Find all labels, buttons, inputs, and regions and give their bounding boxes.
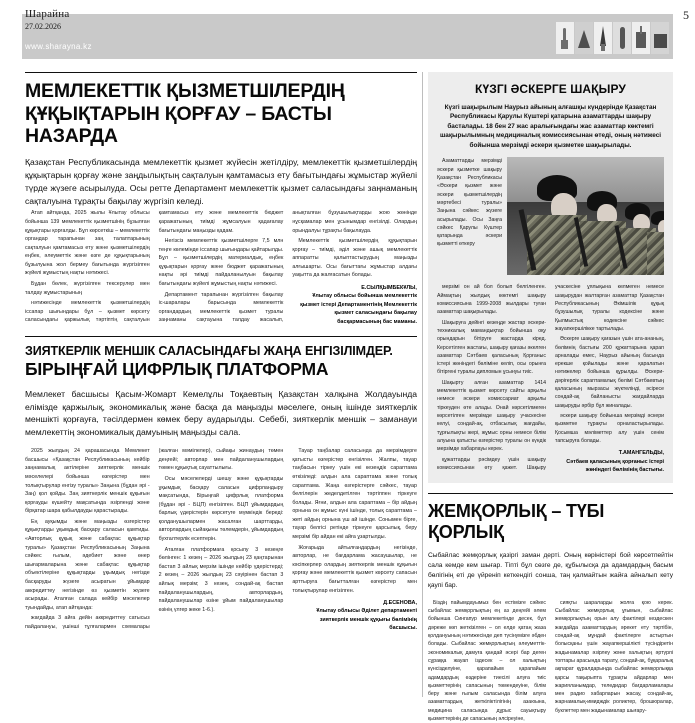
article-1-lead-wrap (25, 156, 417, 210)
thumbnail-image-6 (651, 22, 669, 54)
article-4-lead: Сыбайлас жемқорлық қазіргі заман дерті. Оның көріністері бой көрсетпейтін сала кемде кем шығар. Тіпті бұл сөзге де, құбылысқа да адамдардың басым бөлігінің еті де үйреніп кеткендігі сонша, таң қалмайтын жайға айналып кету қаупі бар. (428, 552, 673, 589)
article-gov-servants (25, 72, 417, 326)
article-2-byline (292, 599, 417, 633)
thumbnail-image-5 (632, 22, 650, 54)
soldier-uniform (647, 232, 664, 275)
article-1-byline-name: Е.СЫЛҚЫМБЕКҰЛЫ, (361, 285, 417, 292)
article-4-paragraph: сияқты шараларды жолға қою керек. Сыбайлас жемқорлық ұғымын, сыбайлас жемқорлықтың орын алу фактілері кездескен жағдайда азаматтардың әрекет ету тәртібін, сондай-ақ мұндай фактілерге астыртын болысқаны үшін жауапкершілікті түсіндіретін жадынамалар әзірлеу және халықтың әртүрлі топтары арасында тарату, сондай-ақ, бұқаралық ақпарат құралдарында сыбайлас жемқорлыққа қарсы тақырыпта тұрақты айдарлар мен жарияланымдар, теледидар бағдарламалары мен радио хабарларын жасау, сондай-ақ, жарнамалық-имидждік роликтер, брошюралар, буклеттер мен жадынамалар шығару- (555, 599, 673, 714)
right-column (428, 72, 673, 723)
thumbnail-image-3 (594, 22, 612, 54)
article-2-paragraph: Аталған платформаға қосылу 3 кезеңге бөлінген: 1 кезең – 2026 жылдың 23 қаңтарынан бастап 3 айлық мерзім ішінде кейбір үдерістерді; 2 кезең – 2026 жылдың 23 сәуірінен бастап 3 айлық мерзім; 3 кезең, сондай-ақ бастап пайдаланушылардың, авторлардың, пайдаланушылар өзіне ұйым пайдаланушылар өзінің үлгер жеке 1-6.). (158, 546, 284, 613)
article-ip-platform (25, 336, 417, 633)
article-3-byline-name: Т.АМАНГЕЛЬДЫ, (618, 450, 664, 457)
article-1-paragraph: Бұдан бөлек, жүргізілген тексерулер мен талдау жұмыстарының (25, 281, 150, 296)
thumbnail-image-2 (575, 22, 593, 54)
article-4-paragraph: Біздің пайымдауымыз бен естімізге сәйкес сыбайлас жемқорлықтың ең аз деңгейі әлем бойынша Сингапур мемлекетінде десек, бұл дәреже көп жеткізілген – ол елде қатаң жаза қолдануының нәтижесінде деп түсінумізге әбден болады. Сыбайлас жемқорлықтың әлеуметтік-экономикалық дамуға қандай әсері бар деген сұраққа жауап іздесек – ол халықтың күнсізделуіне, қарапайым қарапайым адамдардың өздеріне тиесілі алуға тиіс қызметтерінің сапасының төмендеуіне, білім беру және ғылым саласында білім алуға азаматтардың жеткіліктілігінің азаюына, медицина саласында дұрыс сауықтыру қызметтерінің де сапасының әлсіреуіне, (428, 599, 546, 723)
article-4-headline: ЖЕМҚОРЛЫҚ – ТҮБІ ҚОРЛЫҚ (428, 501, 605, 543)
article-3-paragraph: мерзімі он ай бол болып белгіленген. Аймақтың жылдық көктемгі шақыру комиссиясына 1999-2008 жылдары туған азаматтар шақырылады. (437, 284, 546, 316)
publication-website: www.sharayna.kz (25, 42, 92, 51)
article-2-paragraph: Осы мәселелерді шешу және құқықтарды ұқымдық басқару саласын цифрландыру мақсатында, Бірыңғай цифрлық платформа (бұдан әрі - БЦП) енгізілген. БЦП ұйымдардың барлық үдерістерін көрсетуге мүмкіндік береді: қолданушылармен жасалған шарттарды, авторлардың сыйақыны төлемдерін, ұйымдардың бухгалтерлік есептерін. (158, 475, 284, 543)
article-3-photo-wrap (437, 157, 664, 278)
article-1-byline (292, 284, 417, 326)
article-2-body (25, 447, 417, 632)
article-military-draft (428, 72, 673, 483)
column-divider (422, 72, 423, 697)
masthead (0, 0, 695, 62)
article-2-kicker: ЗИЯТКЕРЛІК МЕНШІК САЛАСЫНДАҒЫ ЖАҢА ЕНГІЗІЛІМДЕР. (25, 343, 393, 358)
publication-title: Шарайна (25, 8, 70, 20)
article-3-paragraph: құжаттарды рәсімдеу үшін шақыру комиссиясынан өту қажет. Шақыру учаскесіне ұялықына келмеген немесе шақырудан жалтарған азаматтар Қазақстан Республикасының Әкімшілік құқық бұзушылық туралы кодексіне және Қылмыстық кодексіне сәйкес жауапкершілікке тартылады. (437, 284, 664, 471)
article-1-lead: Қазақстан Республикасында мемлекеттік қызмет жүйесін жетілдіру, мемлекеттік қызметшілердің құқықтарын қорғау және заңдылықтың сақталуын қамтамасыз ету бағытындағы жұмыстар жүйелі түрде жүзеге асырылуда. Осы ретте Департамент мемлекеттік қызмет саласындағы заңнаманың сақталуына тұрақты бақылау жүргізіп келеді. (25, 156, 417, 206)
left-column (25, 72, 417, 633)
page-number: 5 (683, 8, 689, 22)
article-2-paragraph: Жоғарыда айтылғандардың негізінде, авторлар, не бағдарлама жасаушылар, не кәсіпкерлер олардың зияткерлік меншік құқығын қорғау және мемлекеттік қызмет көрсету сапасын арттыруға бағытталған өзгерістер мен толықтырулар енгізілген. (292, 544, 417, 594)
article-1-paragraph: Негізсіз мемлекеттік қызметшілерге 7,5 млн теңге көлемінде іссапар шығындары қайтарылды. Бұл – қызметшілердің материалдық, еңбек құқықтарын қорғау және бюджет қаражатының нақты әрі тиімді пайдаланылуын бақылау бағытындағы жүйелі жұмыстың нақты нәтижесі. (158, 238, 284, 288)
article-1-paragraph: Мемлекеттік қызметшілердің құқықтарын қорғау – тиімді, әділ және ашық мемлекеттік аппаратты қалыптастырудың маңызды алғышарты. Осы бағыттағы жұмыстар алдағы уақытта да жалғасатын болады. (292, 238, 417, 279)
article-1-body (25, 209, 417, 326)
article-2-byline-name: Д.ЕСЕНОВА, (383, 600, 417, 607)
article-3-headline: КҮЗГІ ӘСКЕРГЕ ШАҚЫРУ (475, 82, 626, 96)
masthead-thumbnail-strip (556, 22, 669, 54)
article-3-paragraph: Шақырту алған азаматтар 1414 мемлекеттік қызмет көрсету сайты арқылы немесе әскери комиссариат арқылы тіркеуден өте алады. Онай көрсетілмеген көрсетілген мерзімде шақыру учаскесіне келуі, сондай-ақ, отбасылық жағдайы, тұрғылықты жері, жұмыс орны немесе білім алуына қатысты өзгерістер туралы он күндік мерзімде хабарлауы керек. (437, 379, 546, 453)
thumbnail-image-1 (556, 22, 574, 54)
article-2-byline-role: Ұлытау облысы Әділет департаменті зияткерлік меншік құқығы бөлімінің басшысы. (316, 608, 417, 632)
article-2-paragraph: Ең ауқымды және маңызды өзгерістер құқықтарды ұқымдық басқару саласын қамтиды. «Авторлық құқық және сабақтас құқықтар туралы» Қазақстан Республикасының Заңына сәйкес ғылым, әдебиет және өнер шығармаларына және сабақтас құқықтар объектілеріне құқықтарды ұқымдық негізде басқаруды жүзеге асыратын ұйымдар аккредиттеу негізінде өз қызметін жүзеге асырады. Аталған салада кейбір мәселелер туындайды, атап айтқанда: (25, 518, 150, 611)
publication-date: 27.02.2026 (25, 22, 61, 31)
article-3-paragraph: Шақыруға дейінгі кезеңде жастар әскери-техникалық мамандықтар бойынша оқу орындарын бітіруге жастарда кіред. Керсетілген жастағы, шақыру қағазы әкелген азаматтар Сәтбаев қаласының Қорғаныс істері жөніндегі бөліміне келіп, осы орынға бітіргені туралы дипломын ұсынуы тиіс. (437, 319, 546, 376)
article-4-body (428, 599, 673, 723)
headline-rule-2 (25, 336, 417, 337)
article-1-paragraph: Атап айтқанда, 2025 жылы Ұлытау облысы бойынша 139 мемлекеттік қызметшінің бұзылған құқықтары қорғалды. Бұл көрсеткіш – мемлекеттік органдар тарапынан заң талаптарының сақталуын қамтамасыз ету және қызметшілердің еңбек, әлеуметтік және өзге де құқықтарының бұзылуына жол бермеу бағытында жүргізілген жүйелі жұмыстың нақты нәтижесі. (25, 210, 150, 277)
spacer-2 (428, 483, 673, 493)
article-2-paragraph: Тауар таңбалар саласында да мерзімдерге қатысты өзгерістер енгізілген. Жалпы, тауар таңбасын тіркеу үшін екі кезеңдік сараптама өткізіледі: алдын ала сараптама және толық сараптама. Жаңа өзгерістерге сәйкес, тауар белгілерін жеделдетілген тәртіппен тіркеуге болады. Яғни, алдын ала сараптама – бір айдың орнына он жұмыс күні ішінде, толық сараптама – жеті айдың орнына үш ай ішінде. Сонымен бірге, тауар белгісі ретінде тіркеуге қарсылық, беру мерзімі бір айдан екі айға ұзартылды. (292, 448, 417, 541)
article-1-paragraph: Департамент тарапынан жүргізілген бақылау іс-шаралары барысында мемлекеттік органдардың мемлекеттік қызмет туралы заңнаманы сақтауына талдау жасалып, анықталған бұзушылықтарды жою жөнінде нұсқамалар мен ұсынымдар енгізілді. Олардың орындалуы тұрақты бақылауда. (158, 210, 417, 324)
article-2-paragraph: жағдайда 3 айға дейін аккредиттеу сатысыз пайдалануы, үшінші тұлғалармен схемалары (жалған мәмілелер), сыйақы жинаудың төмен деңгейі; авторлар мен пайдаланушылардың төмен құқықтық сауаттылығы. (25, 448, 284, 630)
headline-rule-4 (428, 493, 673, 494)
article-1-byline-role: Ұлытау облысы бойынша мемлекеттік қызмет істері Департаментінің Мемлекеттік қызмет саласындағы бақылау басқармасының бас маманы. (300, 293, 417, 325)
article-corruption (428, 493, 673, 723)
article-2-headline: БІРЫҢҒАЙ ЦИФРЛЫҚ ПЛАТФОРМА (25, 359, 329, 380)
article-3-paragraph: Азаматтарды мерзімді әскери қызметке шақыру Қазақстан Республикасы «Әскери қызмет және әскери қызметшілердің мәртебесі туралы» Заңына сәйкес жүзеге асырылады. Осы Заңға сәйкес Қарулы Күштер қатарында әскери қызметті өткеру (437, 158, 502, 248)
article-3-paragraph: Әскерге шақыру қағазын үшін ата-ананың, бөлімнің бастығы 200 құжаттарына қарап арналады емес, Наурыз айының басында ерекше қойылады және қаралатын нәтижелер бойынша құрылды. Әскери-дәрігерлік сараптамалық бөлімі Сәтбаевтың қаласының мырзасы жүктелінді, әсіресе сондай-ақ байланысты жағдайларда шақыруды әрбір бұл жиналады. (555, 336, 664, 409)
article-3-byline (555, 449, 664, 474)
thumbnail-image-4 (613, 22, 631, 54)
article-1-headline: МЕМЛЕКЕТТІК ҚЫЗМЕТШІЛЕРДІҢ ҚҰҚЫҚТАРЫН ҚОРҒАУ – БАСТЫ НАЗАРДА (25, 80, 345, 148)
article-1-paragraph: нәтижесінде мемлекеттік қызметшілердің іссапар шығындары бұл – қызмет көрсету саласындағы қаржылық тәртіптің сақталуын қамтамасыз ету және мемлекеттік бюджет қаражатының тиімді жұмсалуын қадағалау бағытындағы маңызды қадам. (25, 210, 284, 324)
article-3-lead: Күзгі шақырылым Наурыз айының алғашқы күндерінде Қазақстан Республикасы Қарулы Күштері қатарына азаматтарды шақыру басталады. 18 бен 27 жас аралығындағы жас азаматтар көктемгі шақырылымның медициналық комиссиясынан өтеді, оның нәтижесі бойынша мерзімді әскери қызметке шақырылады. (439, 104, 662, 149)
article-3-body (437, 283, 664, 474)
spacer-1 (25, 326, 417, 336)
article-3-byline-role: Сәтбаев қаласының қорғаныс істері жөніндегі бөлімінің бастығы. (566, 458, 664, 474)
article-2-lead: Мемлекет басшысы Қасым-Жомарт Кемелұлы Тоқаевтың Қазақстан халқына Жолдауында елімізде қаржылық, экономикалық және басқа да маңызды мәселеге, оның ішінде зияткерлік меншікті қорғауға, тәсілдермен көмек беру аударылды. Себебі, зияткерлік меншік – заманауи мемлекеттің экономикалық дамуының маңызды сала. (25, 388, 417, 438)
headline-rule-1 (25, 72, 417, 73)
article-3-paragraph: әскери шақыру бойынша мерзімді әскери қызметке тұрақты орналастырылады. Қосымша мәліметтер алу үшін сенім тапсыруға болады. (555, 413, 664, 444)
soldier-figure (647, 211, 664, 275)
soldiers-photo (507, 157, 664, 275)
article-2-paragraph: 2025 жылдың 24 қарашасында Мемлекет басшысы «Қазақстан Республикасының кейбір заңнамалық актілеріне зияткерлік меншік мәселелері бойынша өзгерістер мен толықтырулар енгізу туралы» Заңына (бұдан әрі - Заң) қол қойды. Заң зияткерлік меншік құқығын қорғауды күшейту мақсатында әзірленді және бірқатар шара қабылдауды қарастырады. (25, 448, 150, 515)
